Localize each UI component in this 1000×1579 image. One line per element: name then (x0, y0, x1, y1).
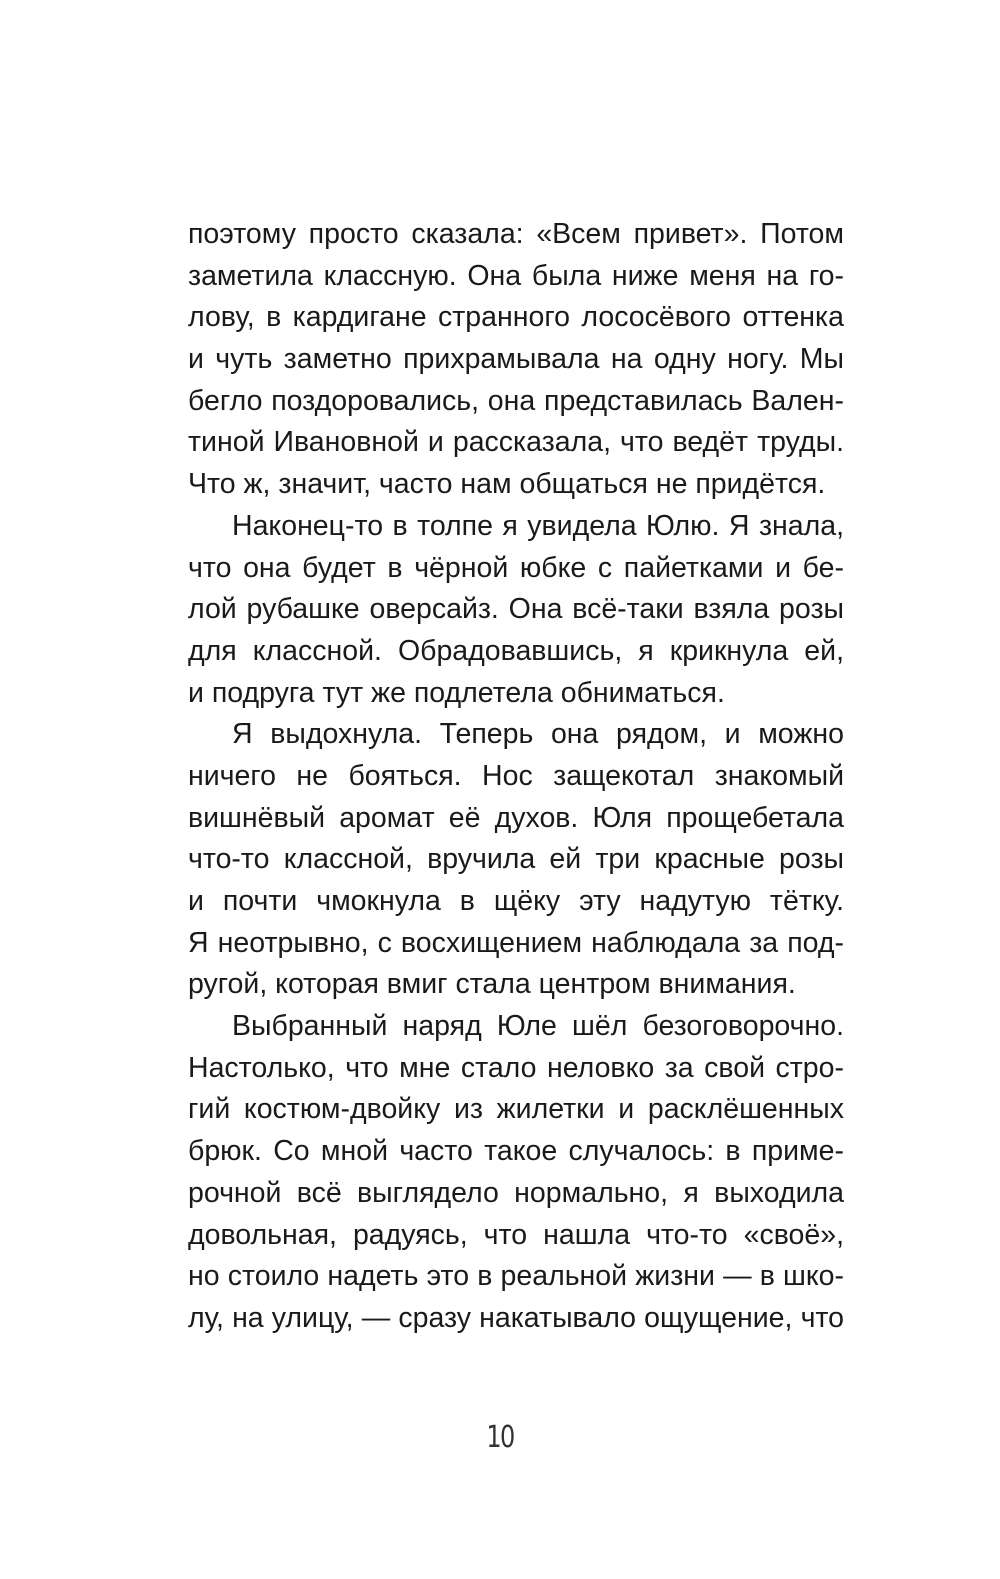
text-line: вишнёвый аромат её духов. Юля прощебетала (188, 801, 844, 834)
body-text (188, 214, 844, 1340)
text-line: бегло поздоровались, она представилась Вален- (188, 384, 844, 417)
text-line: брюк. Со мной часто такое случалось: в приме- (188, 1135, 844, 1168)
text-line: и почти чмокнула в щёку эту надутую тётку. (188, 885, 844, 917)
text-line: поэтому просто сказала: «Всем привет». Потом (188, 218, 844, 250)
text-line: лу, на улицу, — сразу накатывало ощущение, что (188, 1301, 844, 1334)
text-line: довольная, радуясь, что нашла что-то «своё», (188, 1218, 844, 1251)
paragraph (188, 506, 844, 714)
text-line: но стоило надеть это в реальной жизни — в шко- (188, 1260, 844, 1293)
text-line: ничего не бояться. Нос защекотал знакомый (188, 759, 844, 792)
paragraph (188, 714, 844, 1006)
text-line: Я неотрывно, с восхищением наблюдала за под- (188, 926, 844, 959)
paragraph (188, 1006, 844, 1340)
text-line: тиной Ивановной и рассказала, что ведёт труды. (188, 426, 844, 459)
text-line: лову, в кардигане странного лососёвого оттенка (188, 301, 844, 334)
text-line: рочной всё выглядело нормально, я выходила (188, 1176, 844, 1209)
text-line: Наконец-то в толпе я увидела Юлю. Я знала, (232, 509, 844, 542)
paragraph (188, 214, 844, 506)
text-line: что она будет в чёрной юбке с пайетками и бе- (188, 551, 844, 584)
page-number: 10 (486, 1420, 514, 1455)
text-line: и чуть заметно прихрамывала на одну ногу. Мы (188, 343, 844, 376)
text-line: заметила классную. Она была ниже меня на го- (188, 259, 844, 292)
text-line: Настолько, что мне стало неловко за свой стро- (188, 1051, 844, 1084)
text-line: Что ж, значит, часто нам общаться не придётся. (188, 468, 826, 501)
text-line: гий костюм-двойку из жилетки и расклёшенных (188, 1093, 844, 1126)
text-line: Выбранный наряд Юле шёл безоговорочно. (232, 1010, 844, 1043)
text-line: Я выдохнула. Теперь она рядом, и можно (232, 718, 844, 751)
text-line: лой рубашке оверсайз. Она всё-таки взяла розы (188, 593, 844, 626)
text-line: и подруга тут же подлетела обниматься. (188, 676, 725, 709)
text-line: ругой, которая вмиг стала центром внимания. (188, 968, 796, 1001)
text-line: для классной. Обрадовавшись, я крикнула ей, (188, 634, 844, 667)
text-line: что-то классной, вручила ей три красные розы (188, 843, 844, 876)
